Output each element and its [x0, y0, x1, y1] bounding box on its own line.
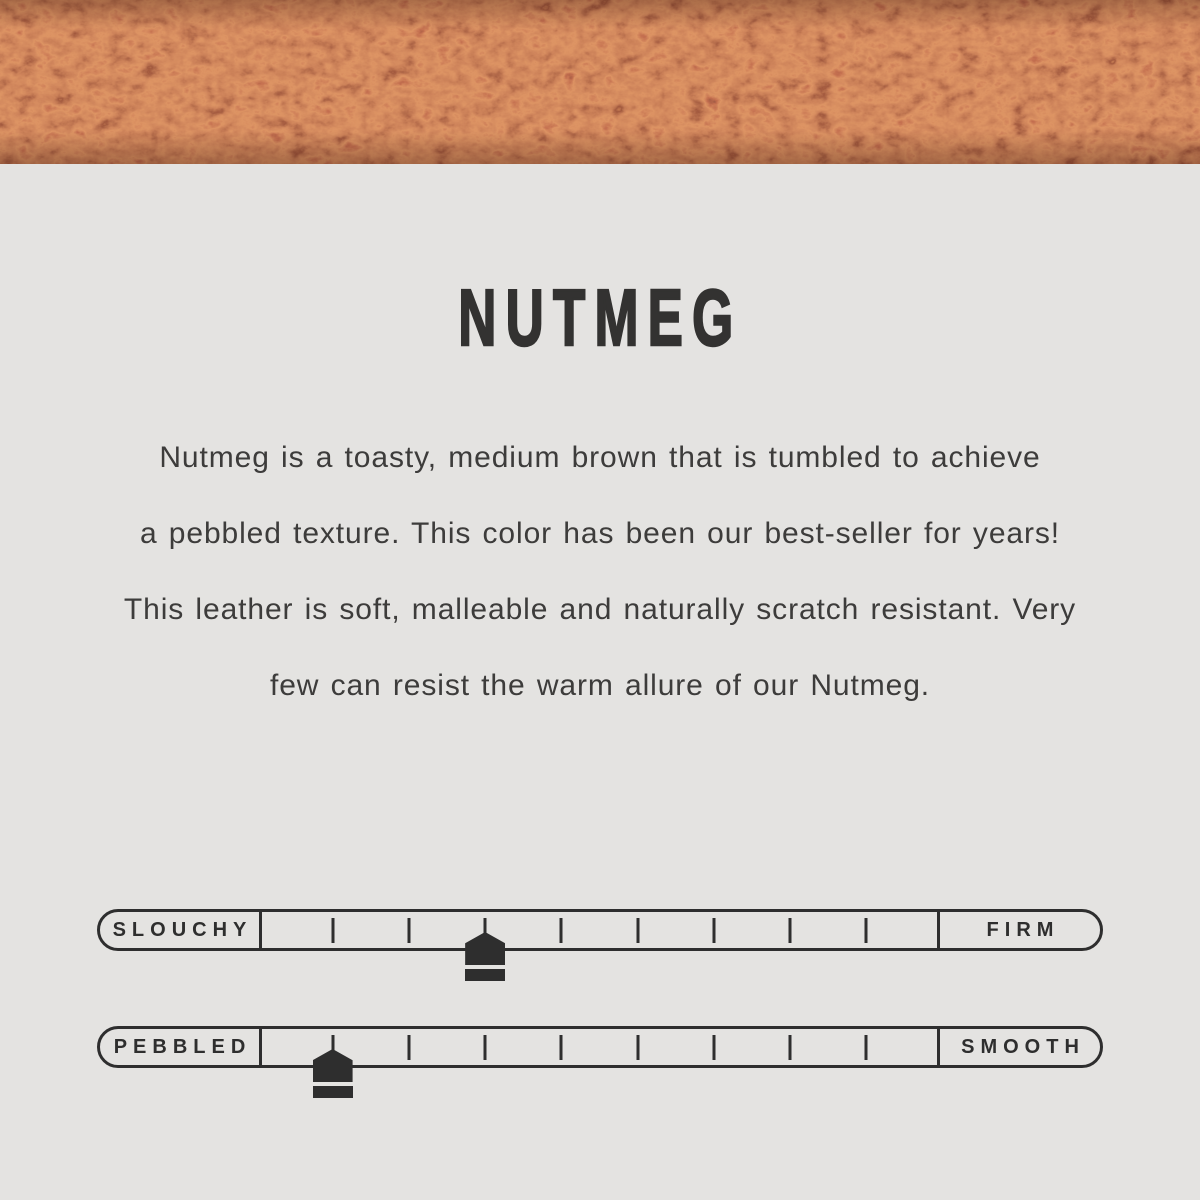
pebbled-label: PEBBLED — [100, 1029, 262, 1065]
description-line: This leather is soft, malleable and naturally scratch resistant. Very — [123, 593, 1077, 626]
banner-shading-overlay — [0, 0, 1200, 164]
leather-swatch-banner — [0, 0, 1200, 164]
marker-base — [313, 1086, 353, 1098]
color-name-title — [0, 273, 1200, 362]
smooth-label: SMOOTH — [937, 1029, 1100, 1065]
softness-scale — [97, 909, 1103, 951]
description-line: Nutmeg is a toasty, medium brown that is tumbled to achieve — [159, 441, 1041, 474]
tick-mark — [789, 918, 792, 943]
scale-track — [262, 1029, 937, 1065]
marker-base — [465, 969, 505, 981]
tick-mark — [789, 1035, 792, 1060]
tick-mark — [636, 1035, 639, 1060]
tick-mark — [484, 1035, 487, 1060]
tick-mark — [407, 1035, 410, 1060]
texture-scale — [97, 1026, 1103, 1068]
tick-mark — [560, 1035, 563, 1060]
tick-mark — [560, 918, 563, 943]
marker-arrow-icon — [465, 932, 505, 965]
scale-marker — [313, 1049, 353, 1101]
tick-mark — [636, 918, 639, 943]
slouchy-label: SLOUCHY — [100, 912, 262, 948]
tick-mark — [865, 918, 868, 943]
color-name-text: NUTMEG — [457, 273, 743, 362]
description-line: a pebbled texture. This color has been our best-seller for years! — [139, 517, 1061, 550]
marker-arrow-icon — [313, 1049, 353, 1082]
description-line: few can resist the warm allure of our Nutmeg. — [269, 669, 931, 702]
tick-mark — [712, 1035, 715, 1060]
firm-label: FIRM — [937, 912, 1100, 948]
tick-mark — [712, 918, 715, 943]
tick-mark — [407, 918, 410, 943]
scale-marker — [465, 932, 505, 984]
color-description — [60, 420, 1140, 724]
scale-track — [262, 912, 937, 948]
tick-mark — [331, 918, 334, 943]
tick-mark — [865, 1035, 868, 1060]
